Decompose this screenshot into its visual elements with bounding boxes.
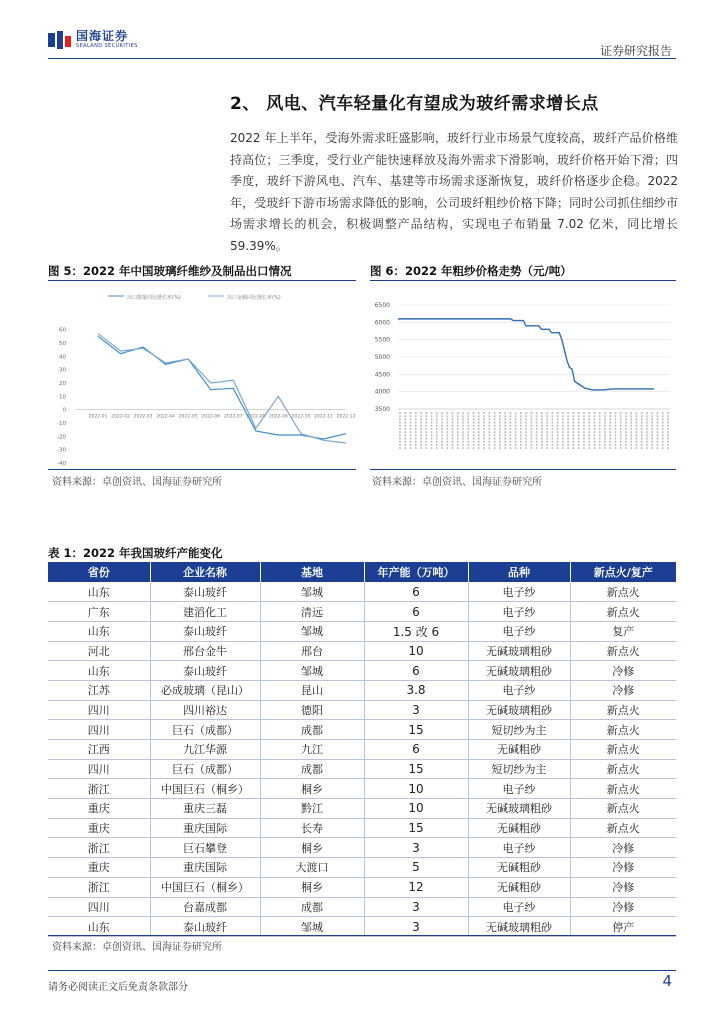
y-tick-label: 5500 xyxy=(374,336,390,344)
y-tick-label: 0 xyxy=(62,407,66,414)
roving-price-chart xyxy=(370,283,676,467)
cell-capacity: 6 xyxy=(364,602,468,622)
cell-product: 无碱粗砂 xyxy=(468,858,570,878)
cell-province: 广东 xyxy=(48,602,150,622)
table-row xyxy=(48,818,676,838)
y-tick-label: 50 xyxy=(59,341,66,347)
y-tick-label: 40 xyxy=(59,354,66,361)
cell-capacity: 3 xyxy=(364,897,468,917)
cell-status: 新点火 xyxy=(570,779,676,799)
table-row xyxy=(48,661,676,681)
logo-name-cn: 国海证券 xyxy=(76,29,129,43)
figure5-bottom-rule xyxy=(48,469,356,470)
cell-company: 巨石攀登 xyxy=(150,838,260,858)
y-tick-label: 6500 xyxy=(374,302,390,309)
y-tick-label: 4000 xyxy=(374,388,390,396)
cell-capacity: 3.8 xyxy=(364,680,468,700)
cell-company: 台嘉成都 xyxy=(150,897,260,917)
table-bottom-rule xyxy=(48,935,676,936)
cell-province: 山东 xyxy=(48,621,150,641)
table-row xyxy=(48,641,676,661)
table-row xyxy=(48,897,676,917)
cell-base: 长寿 xyxy=(260,818,364,838)
cell-province: 浙江 xyxy=(48,877,150,897)
y-tick-label: -20 xyxy=(57,434,66,441)
table-row xyxy=(48,680,676,700)
cell-company: 必成玻璃（昆山） xyxy=(150,680,260,700)
price-line xyxy=(398,319,654,390)
cell-company: 巨石（成都） xyxy=(150,759,260,779)
cell-province: 浙江 xyxy=(48,779,150,799)
table-header-row xyxy=(48,562,676,582)
cell-status: 冷修 xyxy=(570,897,676,917)
table-row xyxy=(48,858,676,878)
table-row xyxy=(48,740,676,760)
cell-status: 新点火 xyxy=(570,740,676,760)
cell-base: 大渡口 xyxy=(260,858,364,878)
cell-company: 泰山玻纤 xyxy=(150,621,260,641)
cell-company: 重庆三磊 xyxy=(150,799,260,819)
cell-status: 新点火 xyxy=(570,582,676,602)
y-tick-label: 5000 xyxy=(374,354,390,361)
cell-product: 无碱玻璃粗砂 xyxy=(468,799,570,819)
footer-divider xyxy=(48,970,676,971)
cell-capacity: 6 xyxy=(364,661,468,681)
page-number: 4 xyxy=(662,972,672,990)
cell-capacity: 3 xyxy=(364,700,468,720)
cell-capacity: 15 xyxy=(364,759,468,779)
x-tick-label: 2022-01 xyxy=(88,414,108,420)
cell-status: 冷修 xyxy=(570,877,676,897)
cell-product: 无碱玻璃粗砂 xyxy=(468,661,570,681)
cell-capacity: 10 xyxy=(364,779,468,799)
cell-status: 新点火 xyxy=(570,818,676,838)
header-product: 品种 xyxy=(468,562,570,582)
cell-base: 桐乡 xyxy=(260,877,364,897)
section-title: 2、 风电、汽车轻量化有望成为玻纤需求增长点 xyxy=(230,94,599,114)
table-row xyxy=(48,582,676,602)
x-tick-label: 2022-12 xyxy=(336,414,356,420)
cell-capacity: 6 xyxy=(364,740,468,760)
figure5-top-rule xyxy=(48,280,356,281)
y-tick-label: 3500 xyxy=(374,406,390,413)
table-title: 表 1：2022 年我国玻纤产能变化 xyxy=(48,546,223,560)
cell-company: 邢台金牛 xyxy=(150,641,260,661)
cell-capacity: 3 xyxy=(364,917,468,937)
cell-product: 电子纱 xyxy=(468,582,570,602)
x-tick-label: 2022-07 xyxy=(223,414,243,420)
figure5-title: 图 5：2022 年中国玻璃纤维纱及制品出口情况 xyxy=(48,264,292,278)
cell-province: 四川 xyxy=(48,700,150,720)
header-company: 企业名称 xyxy=(150,562,260,582)
cell-company: 巨石（成都） xyxy=(150,720,260,740)
cell-status: 新点火 xyxy=(570,700,676,720)
cell-province: 四川 xyxy=(48,897,150,917)
cell-base: 邹城 xyxy=(260,621,364,641)
cell-product: 电子纱 xyxy=(468,897,570,917)
x-tick-label: 2022-02 xyxy=(111,414,130,420)
table-row xyxy=(48,838,676,858)
cell-province: 江西 xyxy=(48,740,150,760)
cell-capacity: 10 xyxy=(364,641,468,661)
cell-base: 桐乡 xyxy=(260,838,364,858)
cell-base: 成都 xyxy=(260,897,364,917)
cell-product: 短切纱为主 xyxy=(468,759,570,779)
cell-province: 重庆 xyxy=(48,858,150,878)
series-line-1 xyxy=(98,336,346,439)
cell-company: 九江华源 xyxy=(150,740,260,760)
y-tick-label: 10 xyxy=(59,394,66,401)
company-logo xyxy=(48,30,138,49)
cell-base: 桐乡 xyxy=(260,779,364,799)
cell-base: 成都 xyxy=(260,759,364,779)
cell-status: 冷修 xyxy=(570,680,676,700)
cell-company: 中国巨石（桐乡） xyxy=(150,779,260,799)
cell-company: 中国巨石（桐乡） xyxy=(150,877,260,897)
cell-base: 成都 xyxy=(260,720,364,740)
cell-base: 德阳 xyxy=(260,700,364,720)
header-province: 省份 xyxy=(48,562,150,582)
x-tick-label: 2022-03 xyxy=(133,414,153,420)
y-tick-label: 60 xyxy=(59,327,66,334)
x-tick-label: 2022-08 xyxy=(246,414,266,420)
footer-disclaimer: 请务必阅读正文后免责条款部分 xyxy=(48,982,188,993)
cell-province: 重庆 xyxy=(48,818,150,838)
cell-province: 四川 xyxy=(48,720,150,740)
y-tick-label: -30 xyxy=(57,447,66,454)
legend-label: 出口金额同比增长率(%) xyxy=(227,295,281,301)
y-tick-label: 20 xyxy=(59,381,66,387)
cell-capacity: 5 xyxy=(364,858,468,878)
cell-province: 河北 xyxy=(48,641,150,661)
cell-province: 江苏 xyxy=(48,680,150,700)
capacity-table xyxy=(48,562,676,937)
cell-status: 停产 xyxy=(570,917,676,937)
cell-product: 无碱粗砂 xyxy=(468,740,570,760)
cell-product: 无碱粗砂 xyxy=(468,877,570,897)
cell-capacity: 1.5 改 6 xyxy=(364,621,468,641)
cell-capacity: 3 xyxy=(364,838,468,858)
table-row xyxy=(48,877,676,897)
cell-company: 泰山玻纤 xyxy=(150,582,260,602)
x-tick-label: 2022-10 xyxy=(291,414,311,420)
figure6-source: 资料来源：卓创资讯、国海证券研究所 xyxy=(372,477,542,488)
cell-company: 重庆国际 xyxy=(150,818,260,838)
y-tick-label: -10 xyxy=(57,421,66,427)
cell-province: 山东 xyxy=(48,661,150,681)
y-tick-label: 4500 xyxy=(374,371,390,379)
cell-status: 冷修 xyxy=(570,661,676,681)
logo-icon xyxy=(48,31,72,49)
figure6-bottom-rule xyxy=(370,469,676,470)
cell-capacity: 6 xyxy=(364,582,468,602)
cell-status: 新点火 xyxy=(570,602,676,622)
x-tick-label: 2022-11 xyxy=(314,414,333,420)
table-row xyxy=(48,720,676,740)
header-status: 新点火/复产 xyxy=(570,562,676,582)
cell-product: 电子纱 xyxy=(468,779,570,799)
table-row xyxy=(48,621,676,641)
cell-base: 黔江 xyxy=(260,799,364,819)
cell-status: 新点火 xyxy=(570,799,676,819)
cell-base: 昆山 xyxy=(260,680,364,700)
export-growth-chart xyxy=(48,283,356,467)
cell-base: 邢台 xyxy=(260,641,364,661)
cell-status: 复产 xyxy=(570,621,676,641)
cell-company: 四川裕达 xyxy=(150,700,260,720)
y-tick-label: -40 xyxy=(57,461,66,467)
header-base: 基地 xyxy=(260,562,364,582)
table-row xyxy=(48,917,676,937)
cell-base: 邹城 xyxy=(260,661,364,681)
x-tick-label: 2022-05 xyxy=(178,414,198,420)
table-row xyxy=(48,700,676,720)
table-row xyxy=(48,759,676,779)
y-tick-label: 6000 xyxy=(374,319,390,327)
report-type: 证券研究报告 xyxy=(599,44,672,58)
cell-base: 九江 xyxy=(260,740,364,760)
cell-status: 新点火 xyxy=(570,759,676,779)
cell-product: 无碱粗砂 xyxy=(468,818,570,838)
cell-company: 泰山玻纤 xyxy=(150,917,260,937)
figure5-source: 资料来源：卓创资讯、国海证券研究所 xyxy=(52,477,222,488)
cell-product: 电子纱 xyxy=(468,621,570,641)
logo-name-en: SEALAND SECURITIES xyxy=(76,43,138,49)
cell-product: 无碱玻璃粗砂 xyxy=(468,641,570,661)
cell-base: 清远 xyxy=(260,602,364,622)
table-row xyxy=(48,779,676,799)
cell-product: 无碱玻璃粗砂 xyxy=(468,917,570,937)
cell-company: 建滔化工 xyxy=(150,602,260,622)
figure6-title: 图 6：2022 年粗纱价格走势（元/吨） xyxy=(370,264,572,278)
cell-product: 电子纱 xyxy=(468,602,570,622)
cell-province: 山东 xyxy=(48,582,150,602)
cell-province: 四川 xyxy=(48,759,150,779)
cell-status: 新点火 xyxy=(570,641,676,661)
cell-province: 山东 xyxy=(48,917,150,937)
cell-base: 邹城 xyxy=(260,917,364,937)
cell-company: 重庆国际 xyxy=(150,858,260,878)
cell-capacity: 15 xyxy=(364,818,468,838)
cell-province: 浙江 xyxy=(48,838,150,858)
figure6-top-rule xyxy=(370,280,676,281)
series-line-2 xyxy=(98,334,346,443)
cell-base: 邹城 xyxy=(260,582,364,602)
cell-product: 电子纱 xyxy=(468,680,570,700)
header-capacity: 年产能（万吨） xyxy=(364,562,468,582)
cell-status: 冷修 xyxy=(570,838,676,858)
table-row xyxy=(48,799,676,819)
cell-company: 泰山玻纤 xyxy=(150,661,260,681)
cell-status: 新点火 xyxy=(570,720,676,740)
x-tick-label: 2022-06 xyxy=(201,414,221,420)
body-paragraph: 2022 年上半年，受海外需求旺盛影响，玻纤行业市场景气度较高，玻纤产品价格维持高位；三季度，受行业产能快速释放及海外需求下滑影响，玻纤价格开始下滑；四季度，玻纤下游风电、汽车、基建等市场需求逐渐恢复，玻纤价格逐步企稳。2022 年，受玻纤下游市场需求降低的影响，公司玻纤粗纱价格下降；同时公司抓住细纱市场需求增长的机会，积极调整产品结构，实现电子布销量 7.02 亿米，同比增长 59.39%。 xyxy=(230,131,678,253)
cell-capacity: 10 xyxy=(364,799,468,819)
y-tick-label: 30 xyxy=(59,367,66,374)
cell-product: 无碱玻璃粗砂 xyxy=(468,700,570,720)
cell-product: 电子纱 xyxy=(468,838,570,858)
legend-label: 出口数量同比增长率(%) xyxy=(127,295,181,301)
header-divider xyxy=(48,58,676,59)
cell-product: 短切纱为主 xyxy=(468,720,570,740)
cell-capacity: 15 xyxy=(364,720,468,740)
table-row xyxy=(48,602,676,622)
x-tick-label: 2022-09 xyxy=(268,414,288,420)
cell-capacity: 12 xyxy=(364,877,468,897)
cell-status: 冷修 xyxy=(570,858,676,878)
cell-province: 重庆 xyxy=(48,799,150,819)
x-tick-label: 2022-04 xyxy=(156,414,176,420)
table-source: 资料来源：卓创资讯、国海证券研究所 xyxy=(52,942,222,953)
